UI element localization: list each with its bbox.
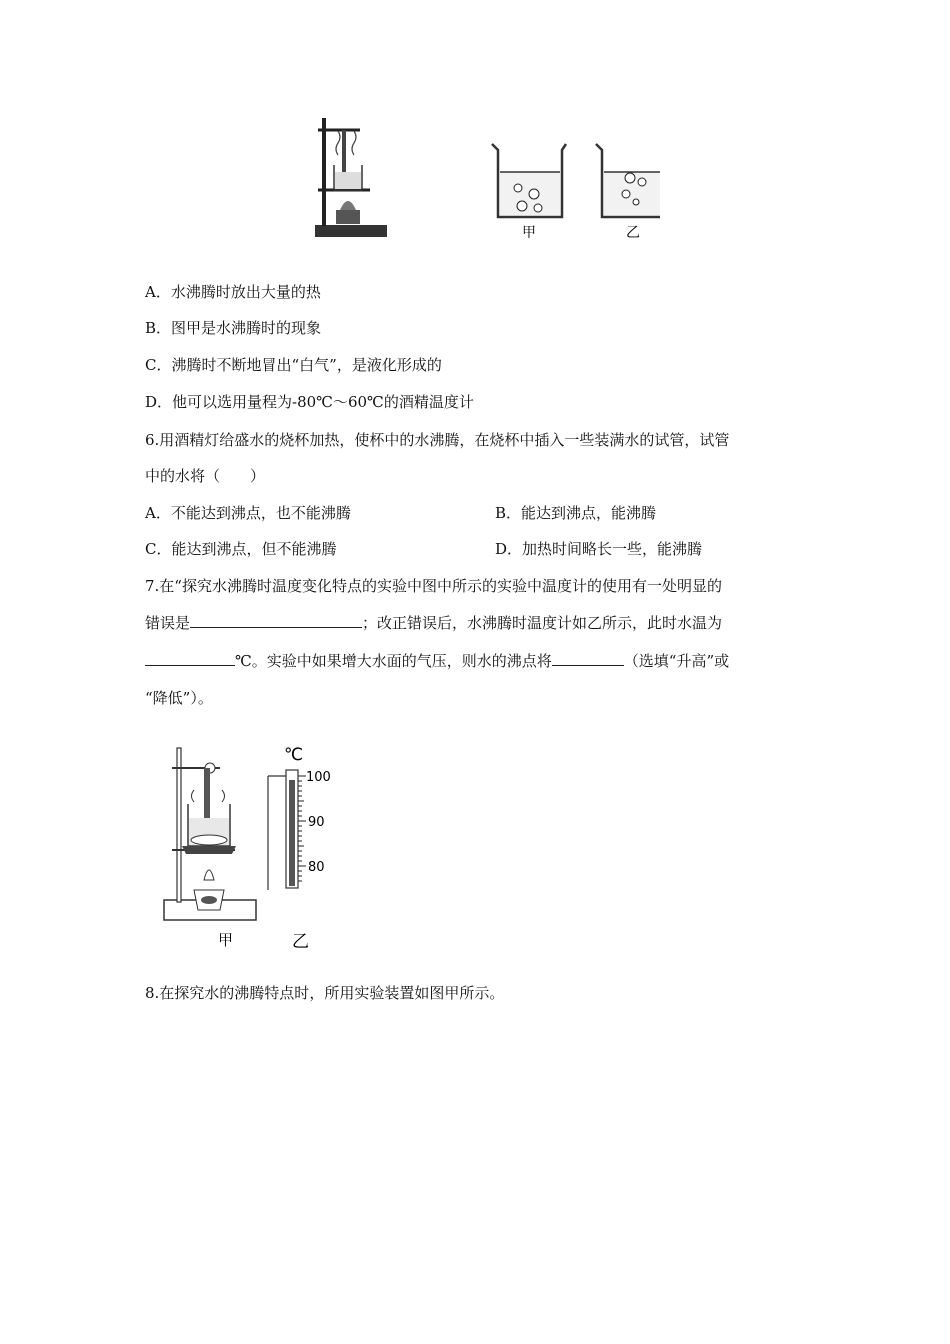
q6-option-b: B．能达到沸点，能沸腾 [495,504,657,522]
q5-option-a: A．水沸腾时放出大量的热 [145,283,321,301]
q7-line1: 7.在“探究水沸腾时温度变化特点的实验中图中所示的实验中温度计的使用有一处明显的 [145,577,722,595]
q7-line3-b: （选填“升高”或 [623,652,730,670]
q5-option-b: B．图甲是水沸腾时的现象 [145,319,322,337]
figure2-label-left: 甲 [218,931,234,949]
q6-stem-line1: 6.用酒精灯给盛水的烧杯加热，使杯中的水沸腾，在烧杯中插入一些装满水的试管，试管 [145,431,730,449]
q5-option-c: C．沸腾时不断地冒出“白气”，是液化形成的 [145,356,442,374]
q7-line3 [145,651,729,671]
q7-blank-error[interactable] [190,613,362,628]
q6-option-d: D．加热时间略长一些，能沸腾 [495,540,703,558]
q6-option-a: A．不能达到沸点，也不能沸腾 [145,504,351,522]
tick-label-80: 80 [308,860,325,875]
q7-line4: “降低”）。 [145,689,213,707]
q5-option-d: D．他可以选用量程为-80℃～60℃的酒精温度计 [145,393,474,411]
figure2-label-right: 乙 [292,932,309,952]
figure1-label-left: 甲 [522,225,536,241]
thermometer-scale [260,740,340,895]
tick-label-90: 90 [308,815,325,830]
beaker-jia [492,144,566,217]
q6-option-c: C．能达到沸点，但不能沸腾 [145,540,337,558]
q7-line2-b: ；改正错误后，水沸腾时温度计如乙所示，此时水温为 [362,614,723,632]
q7-line2-a: 错误是 [145,614,191,632]
figure1-label-right: 乙 [626,225,640,241]
q6-stem-line2: 中的水将（ ） [145,467,266,485]
q8-stem: 8.在探究水的沸腾特点时，所用实验装置如图甲所示。 [145,984,505,1002]
q7-line2 [145,613,722,633]
beaker-yi [596,144,660,217]
tick-label-100: 100 [306,770,331,785]
q7-blank-boiling-point[interactable] [552,651,624,666]
figure-boiling-apparatus [300,110,660,245]
q7-line3-a: ℃。实验中如果增大水面的气压，则水的沸点将 [235,652,552,670]
q7-blank-temperature[interactable] [145,651,235,666]
thermometer-unit: ℃ [284,745,304,765]
